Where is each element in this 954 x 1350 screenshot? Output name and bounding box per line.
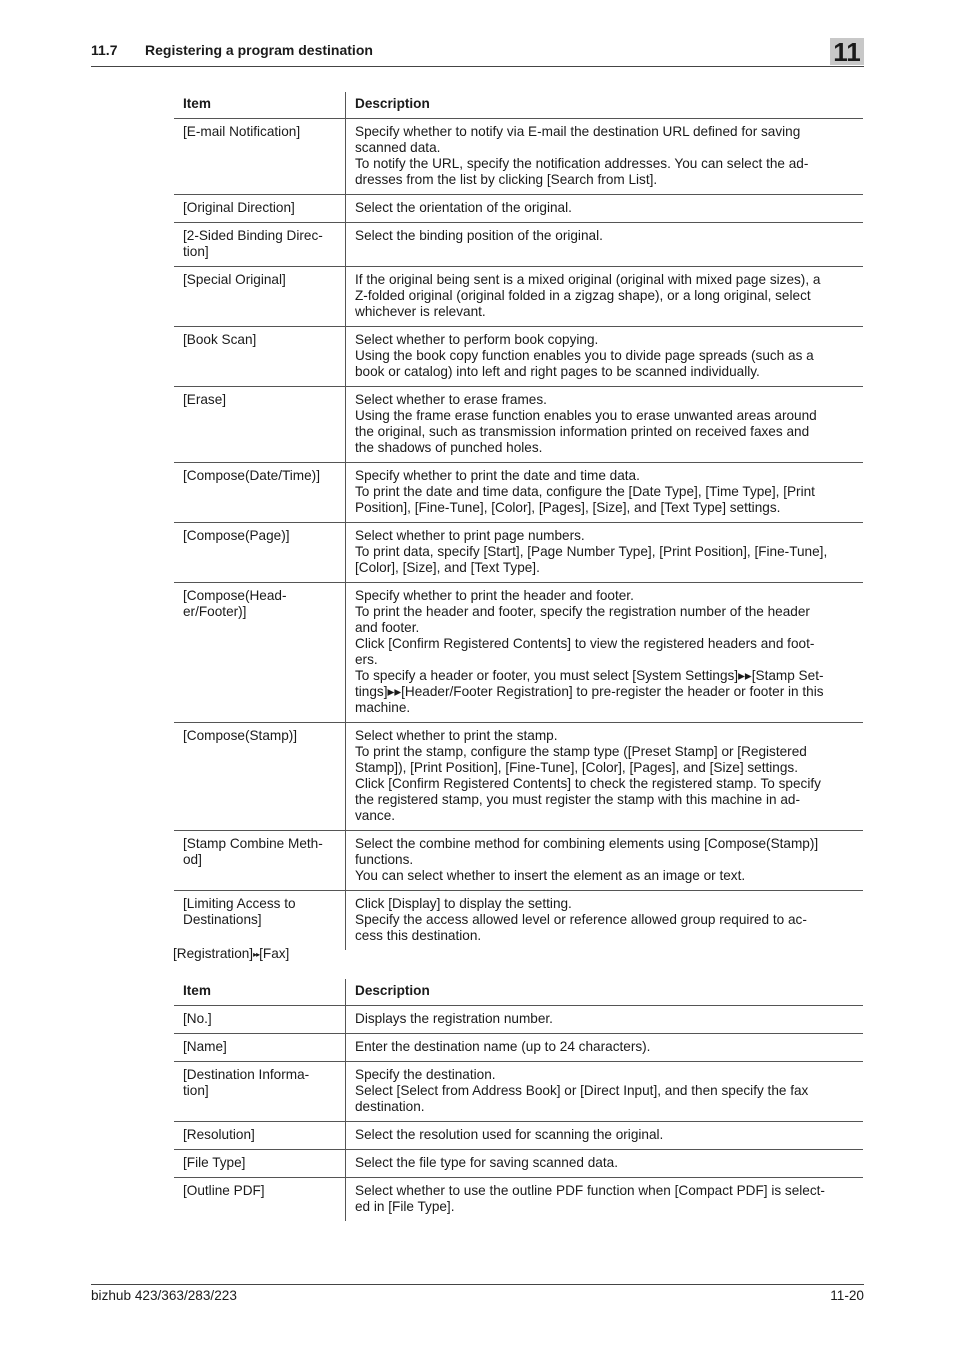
item-text: [Compose(Head-	[183, 588, 287, 603]
description-text: destination.	[355, 1099, 425, 1114]
model-name: bizhub 423/363/283/223	[91, 1288, 237, 1303]
item-text: [Compose(Date/Time)]	[183, 468, 320, 483]
item-text: [Resolution]	[183, 1127, 255, 1142]
description-text: Select the combine method for combining elements using [Compose(Stamp)]	[355, 836, 819, 851]
description-text: dresses from the list by clicking [Search from List].	[355, 172, 658, 187]
description-text: Position], [Fine-Tune], [Color], [Pages], [Size], and [Text Type] settings.	[355, 500, 781, 515]
description-text: Specify whether to notify via E-mail the destination URL defined for saving	[355, 124, 801, 139]
description-text: To print the date and time data, configure the [Date Type], [Time Type], [Print	[355, 484, 815, 499]
description-text: Select the orientation of the original.	[355, 200, 572, 215]
description-text: Select the file type for saving scanned data.	[355, 1155, 618, 1170]
item-cell	[174, 1006, 346, 1034]
description-text: Specify the destination.	[355, 1067, 496, 1082]
description-text: Displays the registration number.	[355, 1011, 553, 1026]
item-text: [Compose(Stamp)]	[183, 728, 298, 743]
description-cell	[346, 891, 864, 951]
description-cell	[346, 1034, 864, 1062]
item-cell	[174, 327, 346, 387]
description-text: the original, such as transmission information printed on received faxes and	[355, 424, 810, 439]
item-text: [Destination Informa-	[183, 1067, 310, 1082]
breadcrumb-separator-icon: ▸▸	[253, 950, 260, 959]
description-text: functions.	[355, 852, 414, 867]
description-cell	[346, 195, 864, 223]
item-cell	[174, 1122, 346, 1150]
item-cell	[174, 223, 346, 267]
item-text: [Limiting Access to	[183, 896, 296, 911]
description-cell	[346, 327, 864, 387]
description-cell	[346, 1122, 864, 1150]
item-text: er/Footer)]	[183, 604, 247, 619]
item-cell	[174, 119, 346, 195]
description-text: To print the header and footer, specify the registration number of the header	[355, 604, 810, 619]
chapter-badge: 11	[830, 38, 864, 65]
description-text: ers.	[355, 652, 378, 667]
column-header-item: Item	[174, 979, 346, 1006]
column-header-description: Description	[346, 979, 864, 1006]
item-text: [Name]	[183, 1039, 227, 1054]
table-row	[174, 723, 863, 831]
description-text: Select the binding position of the original.	[355, 228, 603, 243]
item-cell	[174, 463, 346, 523]
item-cell	[174, 1150, 346, 1178]
item-cell	[174, 583, 346, 723]
description-text: To print data, specify [Start], [Page Number Type], [Print Position], [Fine-Tune],	[355, 544, 828, 559]
description-text: Specify whether to print the header and footer.	[355, 588, 634, 603]
table-header-row	[174, 92, 863, 119]
description-cell	[346, 1150, 864, 1178]
page-header	[91, 37, 864, 67]
item-cell	[174, 891, 346, 951]
item-text: [Original Direction]	[183, 200, 295, 215]
description-cell	[346, 1178, 864, 1222]
item-cell	[174, 523, 346, 583]
description-cell	[346, 723, 864, 831]
breadcrumb	[173, 946, 289, 961]
table-row	[174, 119, 863, 195]
item-text: [2-Sided Binding Direc-	[183, 228, 323, 243]
description-text: cess this destination.	[355, 928, 482, 943]
table-row	[174, 1150, 863, 1178]
description-text: Select whether to print the stamp.	[355, 728, 558, 743]
table-row	[174, 831, 863, 891]
item-text: Destinations]	[183, 912, 262, 927]
description-text: Specify whether to print the date and time data.	[355, 468, 640, 483]
table-row	[174, 523, 863, 583]
table-row	[174, 463, 863, 523]
description-cell	[346, 523, 864, 583]
item-cell	[174, 267, 346, 327]
item-cell	[174, 723, 346, 831]
item-text: [Compose(Page)]	[183, 528, 290, 543]
description-text: If the original being sent is a mixed original (original with mixed page sizes), a	[355, 272, 821, 287]
table-header-row	[174, 979, 863, 1006]
table-row	[174, 1062, 863, 1122]
description-text: Select whether to erase frames.	[355, 392, 547, 407]
description-cell	[346, 223, 864, 267]
table-row	[174, 891, 863, 951]
description-text: whichever is relevant.	[355, 304, 486, 319]
item-text: [Erase]	[183, 392, 227, 407]
table-row	[174, 267, 863, 327]
table-row	[174, 583, 863, 723]
description-text: Enter the destination name (up to 24 characters).	[355, 1039, 651, 1054]
description-text: Using the frame erase function enables you to erase unwanted areas around	[355, 408, 817, 423]
description-cell	[346, 387, 864, 463]
description-text: ed in [File Type].	[355, 1199, 455, 1214]
description-cell	[346, 119, 864, 195]
item-text: [Special Original]	[183, 272, 286, 287]
description-text: Select whether to use the outline PDF function when [Compact PDF] is select-	[355, 1183, 825, 1198]
settings-table-fax	[174, 979, 863, 1221]
description-text: and footer.	[355, 620, 420, 635]
table-row	[174, 387, 863, 463]
breadcrumb-registration: [Registration]	[173, 946, 254, 961]
description-text: Select whether to perform book copying.	[355, 332, 599, 347]
table-row	[174, 1122, 863, 1150]
description-cell	[346, 831, 864, 891]
table-row	[174, 1178, 863, 1222]
item-cell	[174, 831, 346, 891]
item-text: [Stamp Combine Meth-	[183, 836, 323, 851]
item-text: [File Type]	[183, 1155, 246, 1170]
description-text: Click [Display] to display the setting.	[355, 896, 572, 911]
item-cell	[174, 387, 346, 463]
description-text: To specify a header or footer, you must select [System Settings]▸▸[Stamp Set-	[355, 668, 824, 683]
description-cell	[346, 267, 864, 327]
item-cell	[174, 1034, 346, 1062]
description-text: Select whether to print page numbers.	[355, 528, 585, 543]
description-cell	[346, 583, 864, 723]
column-header-description: Description	[346, 92, 864, 119]
description-text: To print the stamp, configure the stamp type ([Preset Stamp] or [Registered	[355, 744, 807, 759]
table-row	[174, 327, 863, 387]
section-title: Registering a program destination	[145, 42, 373, 58]
item-text: [No.]	[183, 1011, 212, 1026]
description-text: Using the book copy function enables you to divide page spreads (such as a	[355, 348, 814, 363]
description-text: You can select whether to insert the element as an image or text.	[355, 868, 746, 883]
description-text: tings]▸▸[Header/Footer Registration] to pre-register the header or footer in this	[355, 684, 824, 699]
description-text: machine.	[355, 700, 411, 715]
description-text: [Color], [Size], and [Text Type].	[355, 560, 540, 575]
description-text: scanned data.	[355, 140, 441, 155]
description-cell	[346, 463, 864, 523]
table-row	[174, 1034, 863, 1062]
page-footer	[91, 1284, 864, 1303]
description-text: Specify the access allowed level or reference allowed group required to ac-	[355, 912, 807, 927]
description-text: book or catalog) into left and right pages to be scanned individually.	[355, 364, 760, 379]
settings-table-main	[174, 92, 863, 950]
description-cell	[346, 1006, 864, 1034]
description-text: Click [Confirm Registered Contents] to check the registered stamp. To specify	[355, 776, 821, 791]
section-number: 11.7	[91, 42, 118, 58]
description-text: the shadows of punched holes.	[355, 440, 543, 455]
page-number: 11-20	[830, 1288, 864, 1303]
description-text: Select the resolution used for scanning the original.	[355, 1127, 664, 1142]
table-row	[174, 195, 863, 223]
table-row	[174, 223, 863, 267]
item-text: [Outline PDF]	[183, 1183, 265, 1198]
column-header-item: Item	[174, 92, 346, 119]
item-text: tion]	[183, 244, 209, 259]
description-text: vance.	[355, 808, 396, 823]
description-text: Stamp]), [Print Position], [Fine-Tune], [Color], [Pages], and [Size] settings.	[355, 760, 798, 775]
description-text: Z-folded original (original folded in a zigzag shape), or a long original, select	[355, 288, 811, 303]
description-text: To notify the URL, specify the notification addresses. You can select the ad-	[355, 156, 809, 171]
item-text: [Book Scan]	[183, 332, 257, 347]
item-cell	[174, 1178, 346, 1222]
item-text: tion]	[183, 1083, 209, 1098]
description-text: Click [Confirm Registered Contents] to view the registered headers and foot-	[355, 636, 815, 651]
description-text: Select [Select from Address Book] or [Direct Input], and then specify the fax	[355, 1083, 809, 1098]
item-cell	[174, 1062, 346, 1122]
breadcrumb-fax: [Fax]	[259, 946, 290, 961]
item-cell	[174, 195, 346, 223]
description-text: the registered stamp, you must register the stamp with this machine in ad-	[355, 792, 801, 807]
table-row	[174, 1006, 863, 1034]
item-text: od]	[183, 852, 202, 867]
description-cell	[346, 1062, 864, 1122]
item-text: [E-mail Notification]	[183, 124, 301, 139]
